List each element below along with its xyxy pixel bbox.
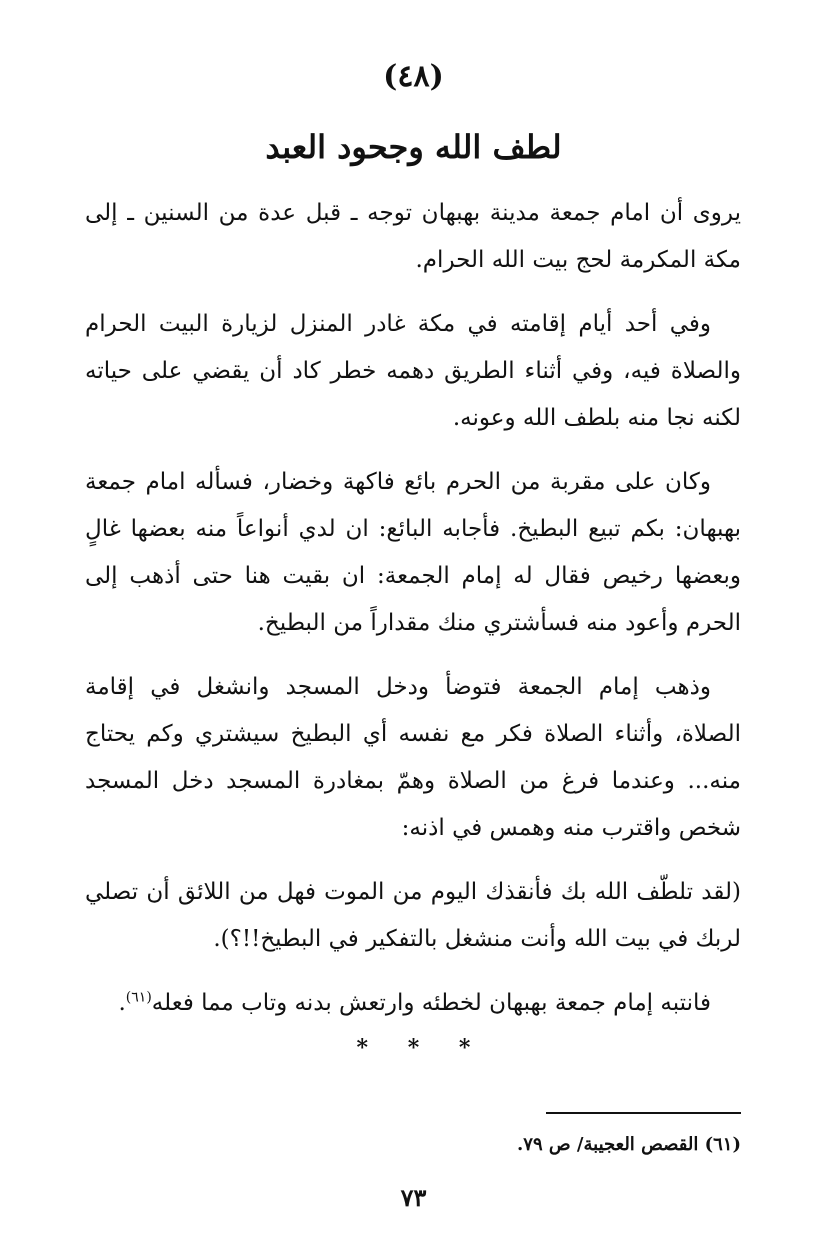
page-number: ٧٣: [400, 1183, 427, 1212]
paragraph-1: يروى أن امام جمعة مدينة بهبهان توجه ـ قبل عدة من السنين ـ إلى مكة المكرمة لحج بيت الله الحرام.: [85, 200, 741, 273]
chapter-title: لطف الله وجحود العبد: [265, 128, 562, 166]
footnote-divider: [546, 1112, 741, 1114]
separator-star: *: [356, 1035, 369, 1061]
paragraph-3: وكان على مقربة من الحرم بائع فاكهة وخضار، فسأله امام جمعة بهبهان: بكم تبيع البطيخ. فأجابه البائع: ان لدي أنواعاً منه بعضها غالٍ وبعضها رخيص فقال له إمام الجمعة: ان بقيت هنا حتى أذهب إلى الحرم وأعود منه فسأشتري منك مقداراً من البطيخ.: [85, 469, 741, 636]
paragraph-6-end: .: [118, 990, 126, 1016]
paragraph-5-quote: (لقد تلطّف الله بك فأنقذك اليوم من الموت فهل من اللائق أن تصلي لربك في بيت الله وأنت منشغل بالتفكير في البطيخ!!؟).: [85, 879, 741, 952]
paragraph-4: وذهب إمام الجمعة فتوضأ ودخل المسجد وانشغل في إقامة الصلاة، وأثناء الصلاة فكر مع نفسه أي البطيخ سيشتري وكم يحتاج منه... وعندما فرغ من الصلاة وهمّ بمغادرة المسجد دخل المسجد شخص واقترب منه وهمس في اذنه:: [85, 674, 741, 841]
body-text: [85, 190, 741, 1027]
separator-star: *: [458, 1035, 471, 1061]
chapter-number: (٤٨): [383, 59, 444, 94]
paragraph-2: وفي أحد أيام إقامته في مكة غادر المنزل لزيارة البيت الحرام والصلاة فيه، وفي أثناء الطريق دهمه خطر كاد أن يقضي على حياته لكنه نجا منه بلطف الله وعونه.: [85, 311, 741, 431]
section-separator: [0, 1035, 827, 1061]
separator-star: *: [407, 1035, 420, 1061]
footnote: (٦١) القصص العجيبة/ ص ٧٩.: [517, 1134, 741, 1155]
paragraph-6-text: فانتبه إمام جمعة بهبهان لخطئه وارتعش بدنه وتاب مما فعله: [151, 990, 711, 1016]
footnote-reference[interactable]: (٦١): [125, 989, 152, 1006]
paragraph-6: [85, 980, 741, 1027]
